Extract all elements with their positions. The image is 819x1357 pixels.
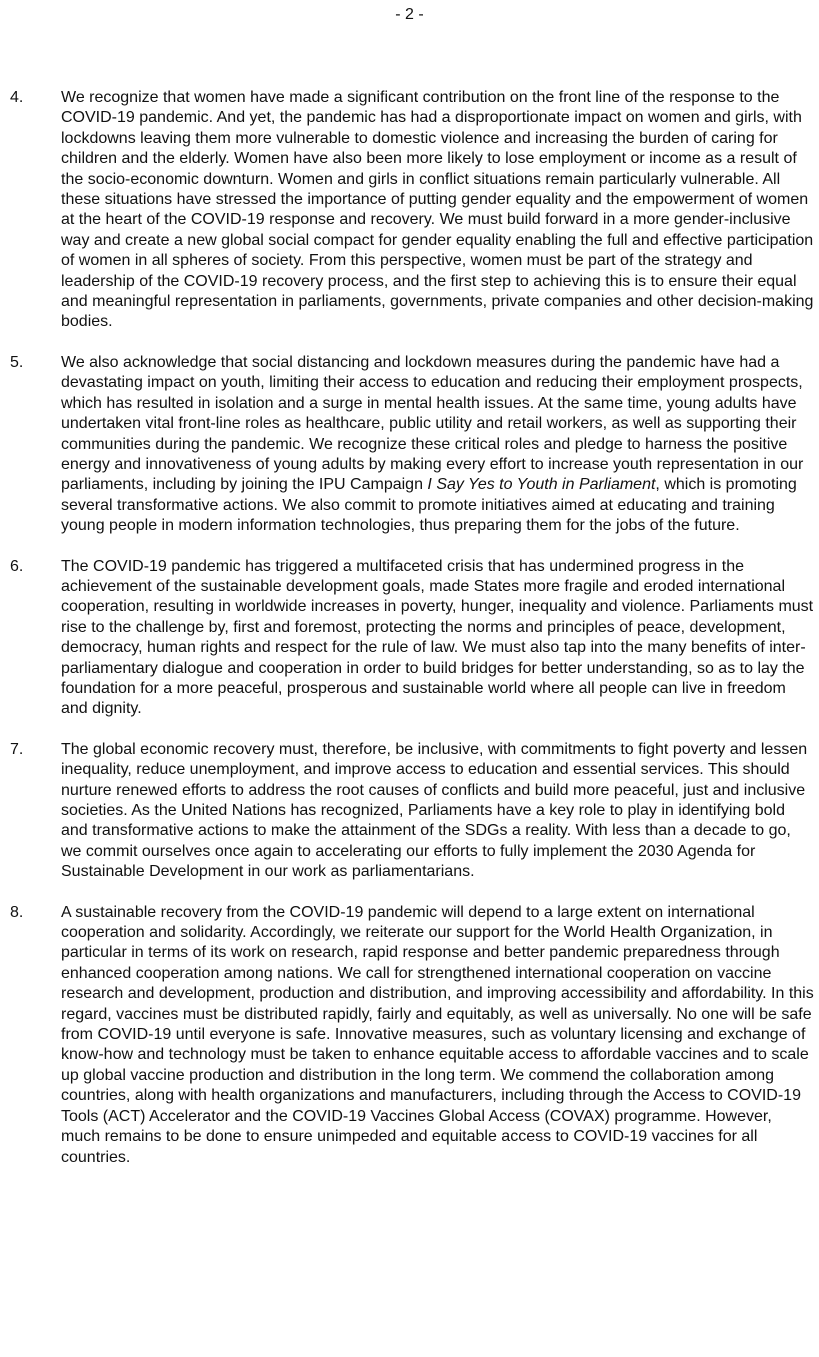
- campaign-title: I Say Yes to Youth in Parliament: [427, 476, 656, 494]
- paragraph-number: 4.: [10, 89, 24, 106]
- paragraph-number: 7.: [10, 740, 24, 758]
- page-number: - 2 -: [395, 6, 424, 23]
- paragraph-6: [0, 557, 819, 720]
- paragraph-number: 6.: [10, 557, 24, 575]
- paragraph-8: [0, 903, 819, 1168]
- paragraph-text: A sustainable recovery from the COVID-19 pandemic will depend to a large extent on international cooperation and solidarity. Accordingly, we reiterate our support for the World Health Organization, in particular in terms of its work on research, rapid response and better pandemic preparedness through enhanced cooperation among nations. We call for strengthened international cooperation on vaccine research and development, production and distribution, and improving accessibility and affordability. In this regard, vaccines must be distributed rapidly, fairly and equitably, as well as universally. No one will be safe from COVID-19 until everyone is safe. Innovative measures, such as voluntary licensing and exchange of know-how and technology must be taken to enhance equitable access to affordable vaccines and to scale up global vaccine production and distribution in the long term. We commend the collaboration among countries, along with health organizations and manufacturers, including through the Access to COVID-19 Tools (ACT) Accelerator and the COVID-19 Vaccines Global Access (COVAX) programme. However, much remains to be done to ensure unimpeded and equitable access to COVID-19 vaccines for all countries.: [61, 903, 814, 1166]
- paragraph-4: [0, 88, 819, 333]
- paragraph-text: The global economic recovery must, therefore, be inclusive, with commitments to fight poverty and lessen inequality, reduce unemployment, and improve access to education and essential services. This should nurture renewed efforts to address the root causes of conflicts and build more peaceful, just and inclusive societies. As the United Nations has recognized, Parliaments have a key role to play in identifying bold and transformative actions to make the attainment of the SDGs a reality. With less than a decade to go, we commit ourselves once again to accelerating our efforts to fully implement the 2030 Agenda for Sustainable Development in our work as parliamentarians.: [61, 740, 808, 881]
- paragraph-text: We recognize that women have made a significant contribution on the front line of the response to the COVID-19 pandemic. And yet, the pandemic has had a disproportionate impact on women and girls, with lockdowns leaving them more vulnerable to domestic violence and increasing the burden of caring for children and the elderly. Women have also been more likely to lose employment or income as a result of the socio-economic downturn. Women and girls in conflict situations remain particularly vulnerable. All these situations have stressed the importance of putting gender equality and the empowerment of women at the heart of the COVID-19 response and recovery. We must build forward in a more gender-inclusive way and create a new global social compact for gender equality enabling the full and effective participation of women in all spheres of society. From this perspective, women must be part of the strategy and leadership of the COVID-19 recovery process, and the first step to achieving this is to ensure their equal and meaningful representation in parliaments, governments, private companies and other decision-making bodies.: [61, 89, 814, 331]
- paragraph-5: [0, 353, 819, 537]
- paragraph-number: 8.: [10, 903, 24, 921]
- paragraph-number: 5.: [10, 353, 24, 371]
- paragraph-text-part: We also acknowledge that social distancing and lockdown measures during the pandemic have had a devastating impact on youth, limiting their access to education and reducing their employment prospects, which has resulted in isolation and a surge in mental health issues. At the same time, young adults have undertaken vital front-line roles as healthcare, public utility and retail workers, as well as supporting their communities during the pandemic. We recognize these critical roles and pledge to harness the positive energy and innovativeness of young adults by making every effort to increase youth representation in our parliaments, including by joining the IPU Campaign: [61, 353, 804, 494]
- paragraph-text-part: , which is promoting several transformative actions. We also commit to promote initiatives aimed at educating and training young people in modern information technologies, thus preparing them for the jobs of the future.: [61, 476, 797, 535]
- paragraph-7: [0, 740, 819, 883]
- paragraph-text: The COVID-19 pandemic has triggered a multifaceted crisis that has undermined progress in the achievement of the sustainable development goals, made States more fragile and eroded international cooperation, resulting in worldwide increases in poverty, hunger, inequality and violence. Parliaments must rise to the challenge by, first and foremost, protecting the norms and principles of peace, development, democracy, human rights and respect for the rule of law. We must also tap into the many benefits of inter-parliamentary dialogue and cooperation in order to build bridges for better understanding, so as to lay the foundation for a more peaceful, prosperous and sustainable world where all people can live in freedom and dignity.: [61, 557, 814, 718]
- document-body: [0, 88, 819, 1188]
- paragraph-text: [61, 353, 814, 537]
